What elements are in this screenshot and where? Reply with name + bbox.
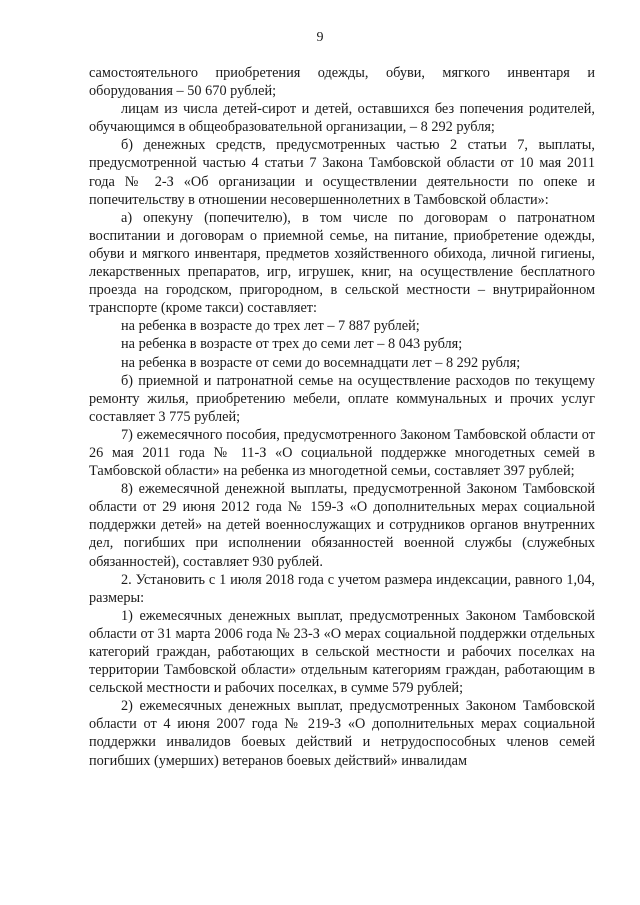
page-number: 9 [316, 30, 324, 45]
paragraph-11: 2. Установить с 1 июля 2018 года с учетом размера индексации, равного 1,04, размеры: [89, 571, 595, 606]
paragraph-2: лицам из числа детей-сирот и детей, оставшихся без попечения родителей, обучающимся в общеобразовательной организации, – 8 292 рубля; [89, 101, 595, 136]
paragraph-6: на ребенка в возрасте от трех до семи лет – 8 043 рубля; [121, 336, 463, 353]
paragraph-4: а) опекуну (попечителю), в том числе по договорам о патронатном воспитании и договорам о приемной семье, на питание, приобретение одежды, обуви и мягкого инвентаря, предметов хозяйственного обихода, личной гигиены, лекарственных препаратов, игр, игрушек, книг, на осуществление бесплатного проезда на городском, пригородном, в сельской местности – внутрирайонном транспорте (кроме такси) составляет: [89, 209, 595, 317]
paragraph-8: б) приемной и патронатной семье на осуществление расходов по текущему ремонту жилья, приобретению мебели, оплате коммунальных и прочих услуг составляет 3 775 рублей; [89, 372, 595, 425]
paragraph-1: самостоятельного приобретения одежды, обуви, мягкого инвентаря и оборудования – 50 670 рублей; [89, 65, 595, 100]
paragraph-7: на ребенка в возрасте от семи до восемнадцати лет – 8 292 рубля; [121, 354, 521, 371]
paragraph-5: на ребенка в возрасте до трех лет – 7 887 рублей; [121, 318, 420, 335]
document-body [89, 64, 595, 770]
paragraph-12: 1) ежемесячных денежных выплат, предусмотренных Законом Тамбовской области от 31 марта 2006 года № 23-З «О мерах социальной поддержки отдельных категорий граждан, работающих в сельской местности и рабочих поселках на территории Тамбовской области» отдельным категориям граждан, работающим в сельской местности и рабочих поселках, в сумме 579 рублей; [89, 607, 595, 697]
paragraph-9: 7) ежемесячного пособия, предусмотренного Законом Тамбовской области от 26 мая 2011 года № 11-З «О социальной поддержке многодетных семей в Тамбовской области» на ребенка из многодетной семьи, составляет 397 рублей; [89, 426, 595, 480]
paragraph-3: б) денежных средств, предусмотренных частью 2 статьи 7, выплаты, предусмотренной частью 4 статьи 7 Закона Тамбовской области от 10 мая 2011 года № 2-З «Об организации и осуществлении деятельности по опеке и попечительству в отношении несовершеннолетних в Тамбовской области»: [89, 137, 595, 208]
paragraph-13: 2) ежемесячных денежных выплат, предусмотренных Законом Тамбовской области от 4 июня 2007 года № 219-З «О дополнительных мерах социальной поддержки инвалидов боевых действий и нетрудоспособных членов семей погибших (умерших) ветеранов боевых действий» инвалидам [89, 698, 595, 769]
paragraph-10: 8) ежемесячной денежной выплаты, предусмотренной Законом Тамбовской области от 29 июня 2012 года № 159-З «О дополнительных мерах социальной поддержки детей» на детей военнослужащих и сотрудников органов внутренних дел, погибших при исполнении обязанностей военной службы (служебных обязанностей), составляет 930 рублей. [89, 481, 595, 570]
